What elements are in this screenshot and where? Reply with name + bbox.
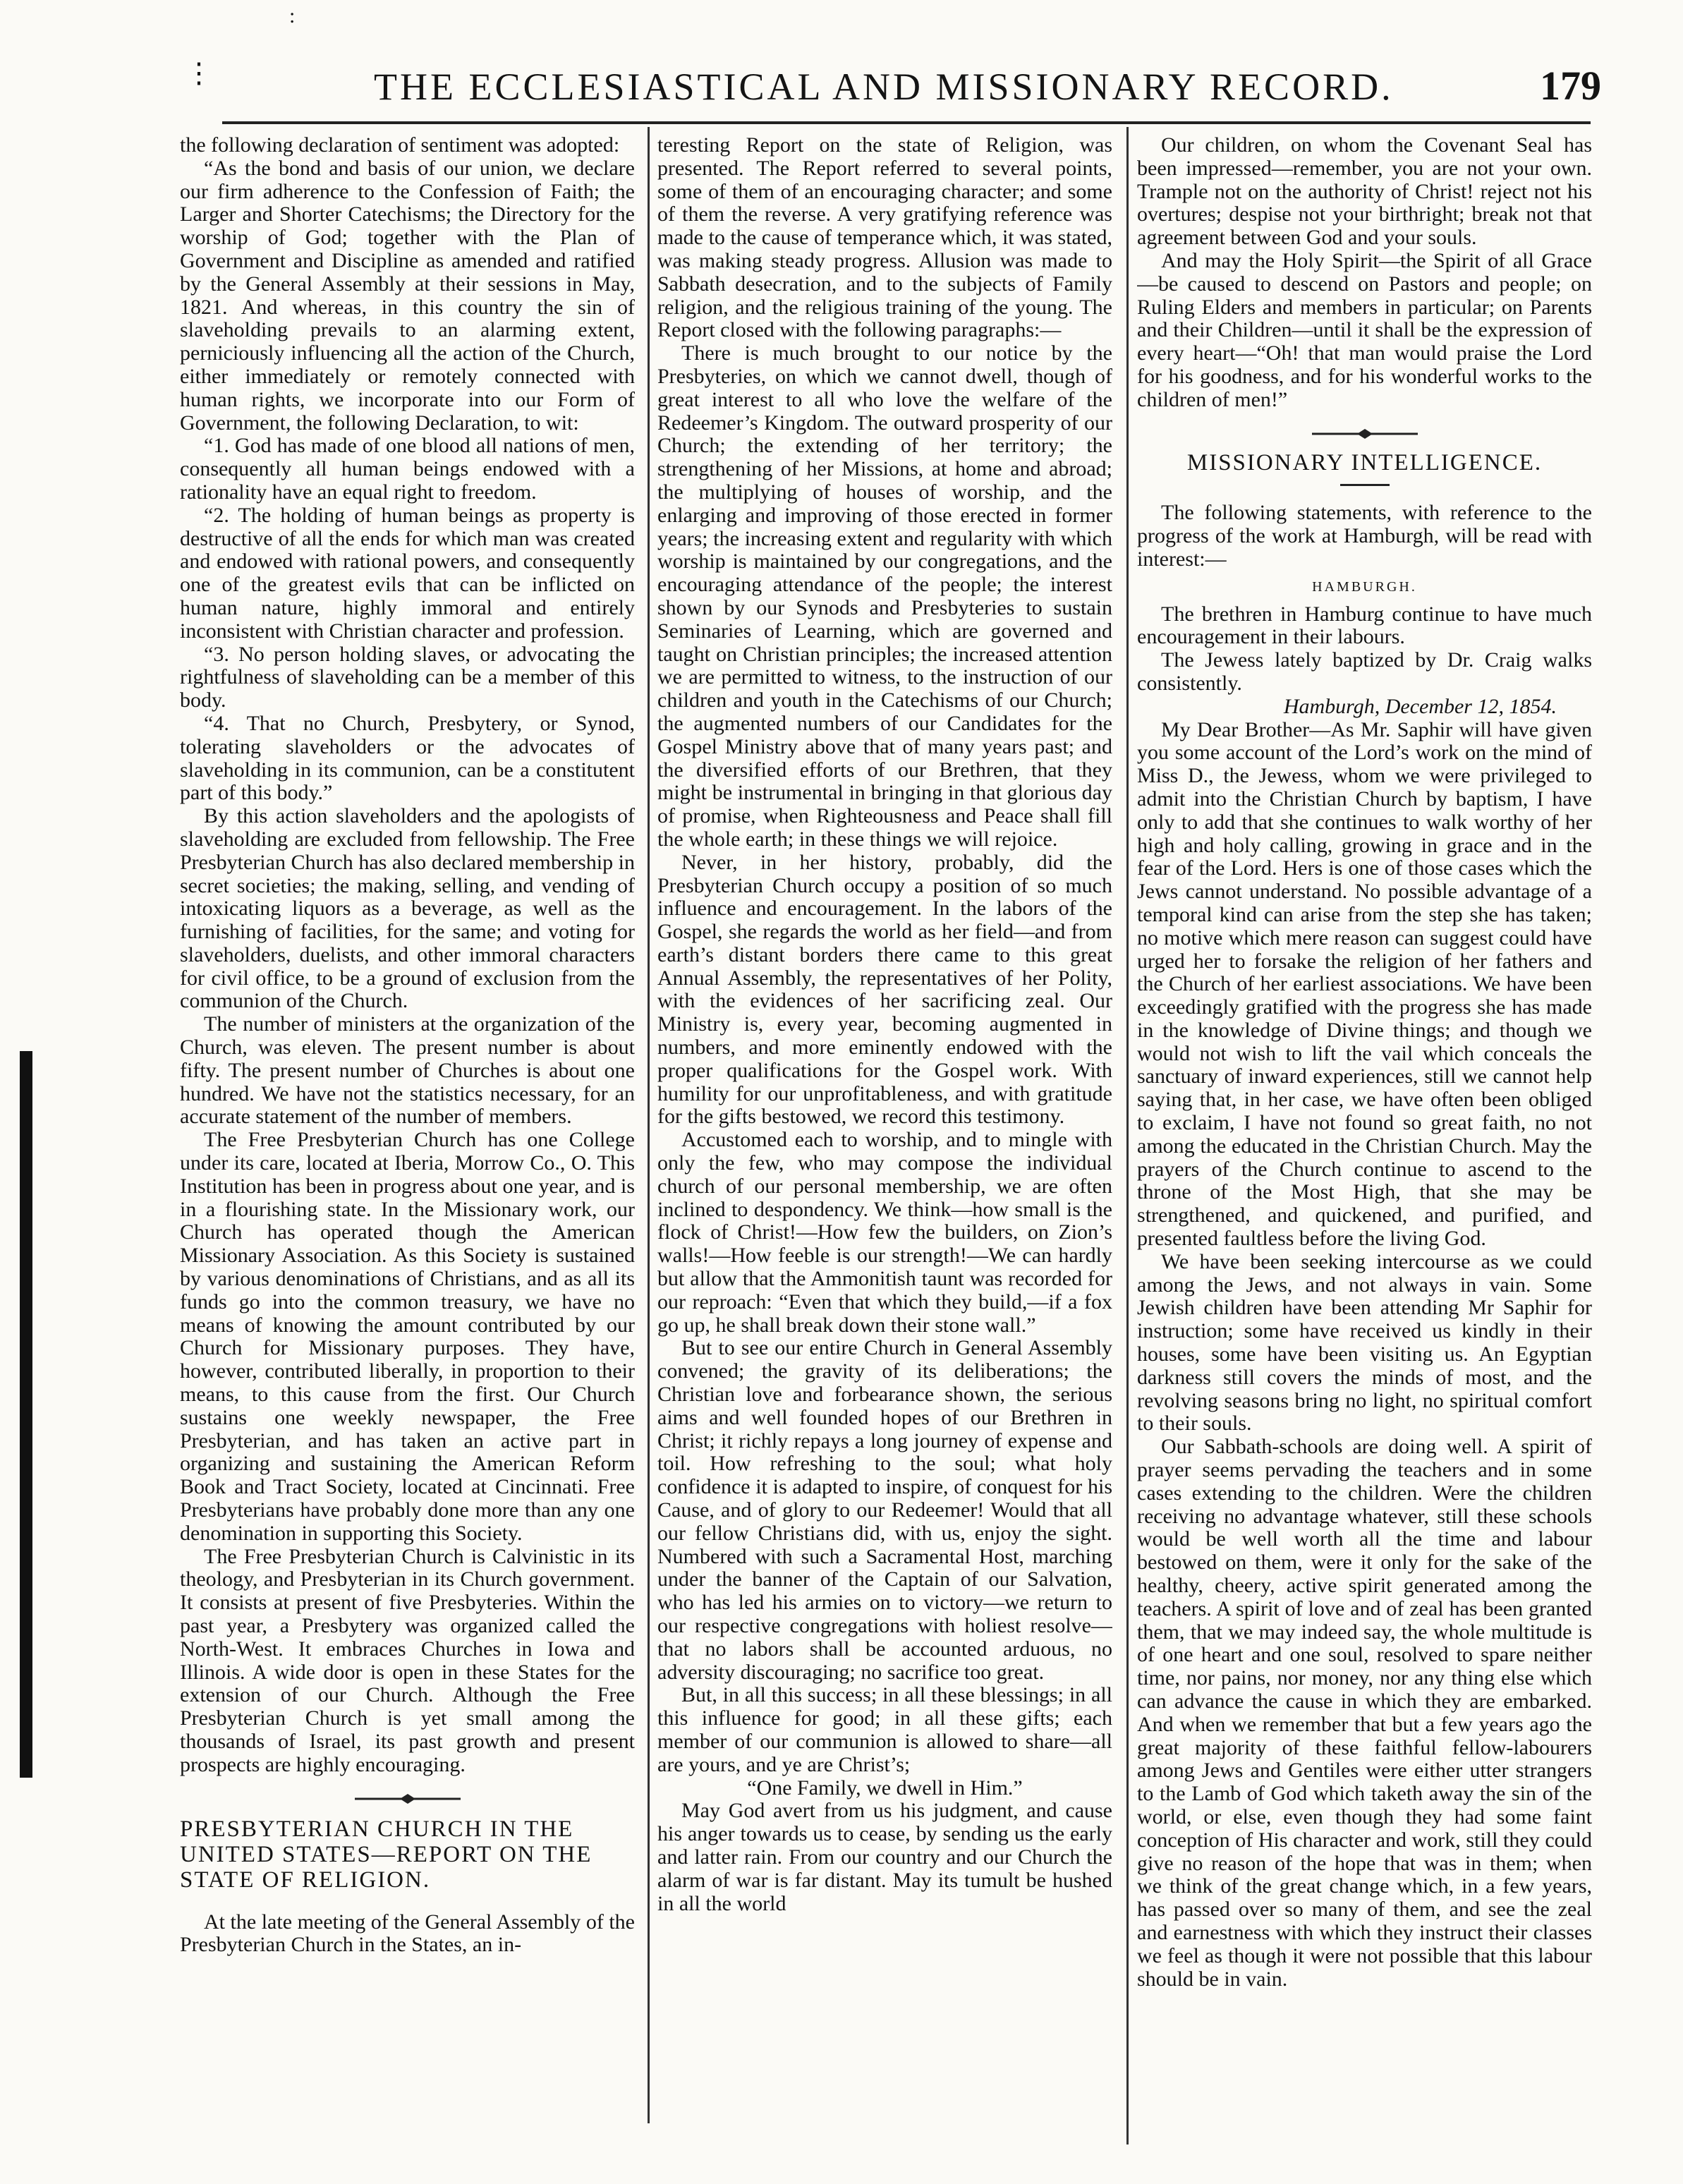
column-divider — [1126, 127, 1129, 2144]
section-heading: PRESBYTERIAN CHURCH IN THE UNITED STATES—REPORT ON THE STATE OF RELIGION. — [180, 1816, 593, 1893]
paragraph: “3. No person holding slaves, or advocating the rightfulness of slaveholding can be a member of this body. — [180, 642, 635, 712]
column-divider — [648, 127, 650, 2123]
paragraph: Our children, on whom the Covenant Seal has been impressed—remember, you are not your own. Trample not on the authority of Christ! reject not his overtures; despise not your birthright; break not that agreement between God and your souls. — [1137, 134, 1592, 250]
section-ornament — [1312, 429, 1418, 439]
paragraph: But, in all this success; in all these blessings; in all this influence for good; in all these gifts; each member of our communion is allowed to share—all are yours, and ye are Christ’s; — [657, 1683, 1112, 1776]
paragraph: teresting Report on the state of Religion, was presented. The Report referred to several points, some of them of an encouraging character; and some of them the reverse. A very gratifying reference was made to the cause of temperance which, it was stated, was making steady progress. Allusion was made to Sabbath desecration, and to the subjects of Family religion, and the religious training of the young. The Report closed with the following paragraphs:— — [657, 134, 1112, 342]
journal-title: THE ECCLESIASTICAL AND MISSIONARY RECORD. — [374, 66, 1394, 108]
paragraph: May God avert from us his judgment, and cause his anger towards us to cease, by sending us the early and latter rain. From our country and our Church the alarm of war is far distant. May its tumult be hushed in all the world — [657, 1799, 1112, 1915]
subheading: HAMBURGH. — [1312, 578, 1417, 595]
masthead — [162, 62, 1601, 119]
heading-rule — [1340, 484, 1390, 486]
paragraph: My Dear Brother—As Mr. Saphir will have given you some account of the Lord’s work on the mind of Miss D., the Jewess, whom we were privileged to admit into the Christian Church by baptism, I have only to add that she continues to walk worthy of her high and holy calling, growing in grace and in the fear of the Lord. Hers is one of those cases which the Jews cannot understand. No possible advantage of a temporal kind can arise from the step she has taken; no motive which mere reason can suggest could have urged her to forsake the religion of her fathers and the Church of her earliest associations. We have been exceedingly gratified with the progress she has made in the knowledge of Divine things; and though we would not wish to lift the vail which conceals the sanctuary of inward experiences, still we cannot help saying that, in her case, we have often been obliged to exclaim, I have not found so great faith, no not among the educated in the Christian Church. May the prayers of the Church continue to ascend to the throne of the Most High, that she may be strengthened, and quickened, and purified, and presented faultless before the living God. — [1137, 717, 1592, 1251]
paragraph: “1. God has made of one blood all nations of men, consequently all human beings endowed with a rationality have an equal right to freedom. — [180, 434, 635, 504]
paragraph: The brethren in Hamburg continue to have much encouragement in their labours. — [1137, 602, 1592, 649]
paragraph: And may the Holy Spirit—the Spirit of all Grace—be caused to descend on Pastors and people; on Ruling Elders and members in particular; on Parents and their Children—until it shall be the expression of every heart—“Oh! that man would praise the Lord for his goodness, and for his wonderful works to the children of men!” — [1137, 248, 1592, 411]
column-3 — [1137, 134, 1592, 2137]
column-2 — [657, 134, 1112, 2137]
paragraph: The Free Presbyterian Church has one College under its care, located at Iberia, Morrow Co., O. This Institution has been in progress about one year, and is in a flourishing state. In the Missionary work, our Church has operated though the American Missionary Association. As this Society is sustained by various denominations of Christians, and as all its funds go into the common treasury, we have no means of knowing the amount contributed by our Church for Missionary purposes. They have, however, contributed liberally, in proportion to their means, to this cause from the first. Our Church sustains one weekly newspaper, the Free Presbyterian, and has taken an active part in organizing and sustaining the American Reform Book and Tract Society, located at Cincinnati. Free Presbyterians have probably done more than any one denomination in supporting this Society. — [180, 1128, 635, 1545]
paragraph: “2. The holding of human beings as property is destructive of all the ends for which man was created and endowed with rational powers, and consequently one of the greatest evils that can be inflicted on human nature, highly immoral and entirely inconsistent with Christian character and profession. — [180, 503, 635, 643]
section-ornament — [355, 1794, 461, 1804]
paragraph: The number of ministers at the organization of the Church, was eleven. The present number is about fifty. The present number of Churches is about one hundred. We have not the statistics necessary, for an accurate statement of the number of members. — [180, 1012, 635, 1129]
paragraph: By this action slaveholders and the apologists of slaveholding are excluded from fellowship. The Free Presbyterian Church has also declared membership in secret societies; the making, selling, and vending of intoxicating liquors as a beverage, as well as the furnishing of facilities, for the same; and voting for slaveholders, duelists, and other immoral characters for civil office, to be a ground of exclusion from the communion of the Church. — [180, 804, 635, 1013]
paragraph: There is much brought to our notice by the Presbyteries, on which we cannot dwell, though of great interest to all who love the welfare of the Redeemer’s Kingdom. The outward prosperity of our Church; the extending of her territory; the strengthening of her Missions, at home and abroad; the multiplying of houses of worship, and the enlarging and improving of those erected in former years; the increasing extent and regularity with which worship is maintained by our congregations, and the encouraging attendance of the people; the interest shown by our Synods and Presbyteries to sustain Seminaries of Learning, which are governed and taught on Christian principles; the increased attention we are permitted to witness, to the instruction of our children and youth in the Catechisms of our Church; the augmented numbers of our Candidates for the Gospel Ministry above that of many years past; and the diversified efforts of our Brethren, that they might be instrumental in bringing in that glorious day of promise, when Righteousness and Peace shall fill the whole earth; in these things we will rejoice. — [657, 341, 1112, 851]
paragraph: “4. That no Church, Presbytery, or Synod, tolerating slaveholders or the advocates of slaveholding in its communion, can be a constitutent part of this body.” — [180, 711, 635, 805]
column-1 — [180, 134, 635, 2137]
paragraph: We have been seeking intercourse as we could among the Jews, and not always in vain. Some Jewish children have been attending Mr Saphir for instruction; some have received us kindly in their houses, some have been visiting us. An Egyptian darkness still covers the minds of most, and the revolving seasons bring no light, no spiritual comfort to their souls. — [1137, 1249, 1592, 1436]
paragraph: “As the bond and basis of our union, we declare our firm adherence to the Confession of Faith; the Larger and Shorter Catechisms; the Directory for the worship of God; together with the Plan of Government and Discipline as amended and ratified by the General Assembly at their sessions in May, 1821. And whereas, in this country the sin of slaveholding prevails to an alarming extent, perniciously influencing all the action of the Church, either immediately or remotely connected with human rights, we incorporate into our Form of Government, the following Declaration, to wit: — [180, 156, 635, 435]
page-number: 179 — [1540, 63, 1601, 109]
paragraph: Accustomed each to worship, and to mingle with only the few, who may compose the individual church of our personal membership, we are often inclined to despondency. We think—how small is the flock of Christ!—How few the builders, on Zion’s walls!—How feeble is our strength!—We can hardly but allow that the Ammonitish taunt was recorded for our reproach: “Even that which they build,—if a fox go up, he shall break down their stone wall.” — [657, 1128, 1112, 1337]
paragraph: the following declaration of sentiment was adopted: — [180, 134, 620, 157]
paragraph: The Free Presbyterian Church is Calvinistic in its theology, and Presbyterian in its Church government. It consists at present of five Presbyteries. Within the past year, a Presbytery was organized called the North-West. It embraces Churches in Iowa and Illinois. A wide door is open in these States for the extension of our Church. Although the Free Presbyterian Church is yet small among the thousands of Israel, its past growth and present prospects are highly encouraging. — [180, 1544, 635, 1776]
paragraph: Our Sabbath-schools are doing well. A spirit of prayer seems pervading the teachers and in some cases extending to the children. Were the children receiving no advantage whatever, still these schools would be well worth all the time and labour bestowed on them, were it only for the sake of the healthy, cheery, active spirit generated among the teachers. A spirit of love and of zeal has been granted them, that we may indeed say, the whole multitude is of one heart and one soul, resolved to spare neither time, nor pains, nor money, nor any thing else which can advance the cause in which they are embarked. And when we remember that but a few years ago the great majority of these faithful fellow-labourers among Jews and Gentiles were either utter strangers to the Lamb of God which taketh away the sin of the world, or else, even though they had some faint conception of His character and work, still they could give no reason of the hope that was in them; when we think of the great change which, in a few years, has passed over so many of them, and see the zeal and earnestness with which they instruct their classes we feel as though it were not possible that this labour should be in vain. — [1137, 1435, 1592, 1991]
margin-mark: ⋮ — [185, 57, 213, 89]
margin-mark: : — [289, 4, 296, 28]
quote-line: “One Family, we dwell in Him.” — [747, 1776, 1023, 1800]
paragraph: The following statements, with reference to the progress of the work at Hamburgh, will be read with interest:— — [1137, 501, 1592, 571]
header-rule — [222, 121, 1591, 124]
scan-edge-mark — [20, 1051, 32, 1778]
section-heading: MISSIONARY INTELLIGENCE. — [1186, 449, 1543, 475]
paragraph: The Jewess lately baptized by Dr. Craig walks consistently. — [1137, 648, 1592, 695]
paragraph: At the late meeting of the General Assembly of the Presbyterian Church in the States, an in- — [180, 1910, 635, 1957]
paragraph: But to see our entire Church in General Assembly convened; the gravity of its deliberations; the Christian love and forbearance shown, the serious aims and well founded hopes of our Brethren in Christ; it richly repays a long journey of expense and toil. How refreshing to the soul; what holy confidence it is adapted to inspire, of conquest for his Cause, and of glory to our Redeemer! Would that all our fellow Christians did, with us, enjoy the sight. Numbered with such a Sacramental Host, marching under the banner of the Captain of our Salvation, who has led his armies on to victory—we return to our respective congregations with holiest resolve—that no labors shall be accounted arduous, no adversity discouraging; no sacrifice too great. — [657, 1336, 1112, 1684]
paragraph: Never, in her history, probably, did the Presbyterian Church occupy a position of so much influence and encouragement. In the labors of the Gospel, she regards the world as her field—and from earth’s distant borders there came to this great Annual Assembly, the representatives of her Polity, with the evidences of her sacrificing zeal. Our Ministry is, every year, becoming augmented in numbers, and more eminently endowed with the proper qualifications for the Gospel work. With humility for our unprofitableness, and with gratitude for the gifts bestowed, we record this testimony. — [657, 850, 1112, 1129]
letter-dateline: Hamburgh, December 12, 1854. — [1283, 694, 1557, 718]
